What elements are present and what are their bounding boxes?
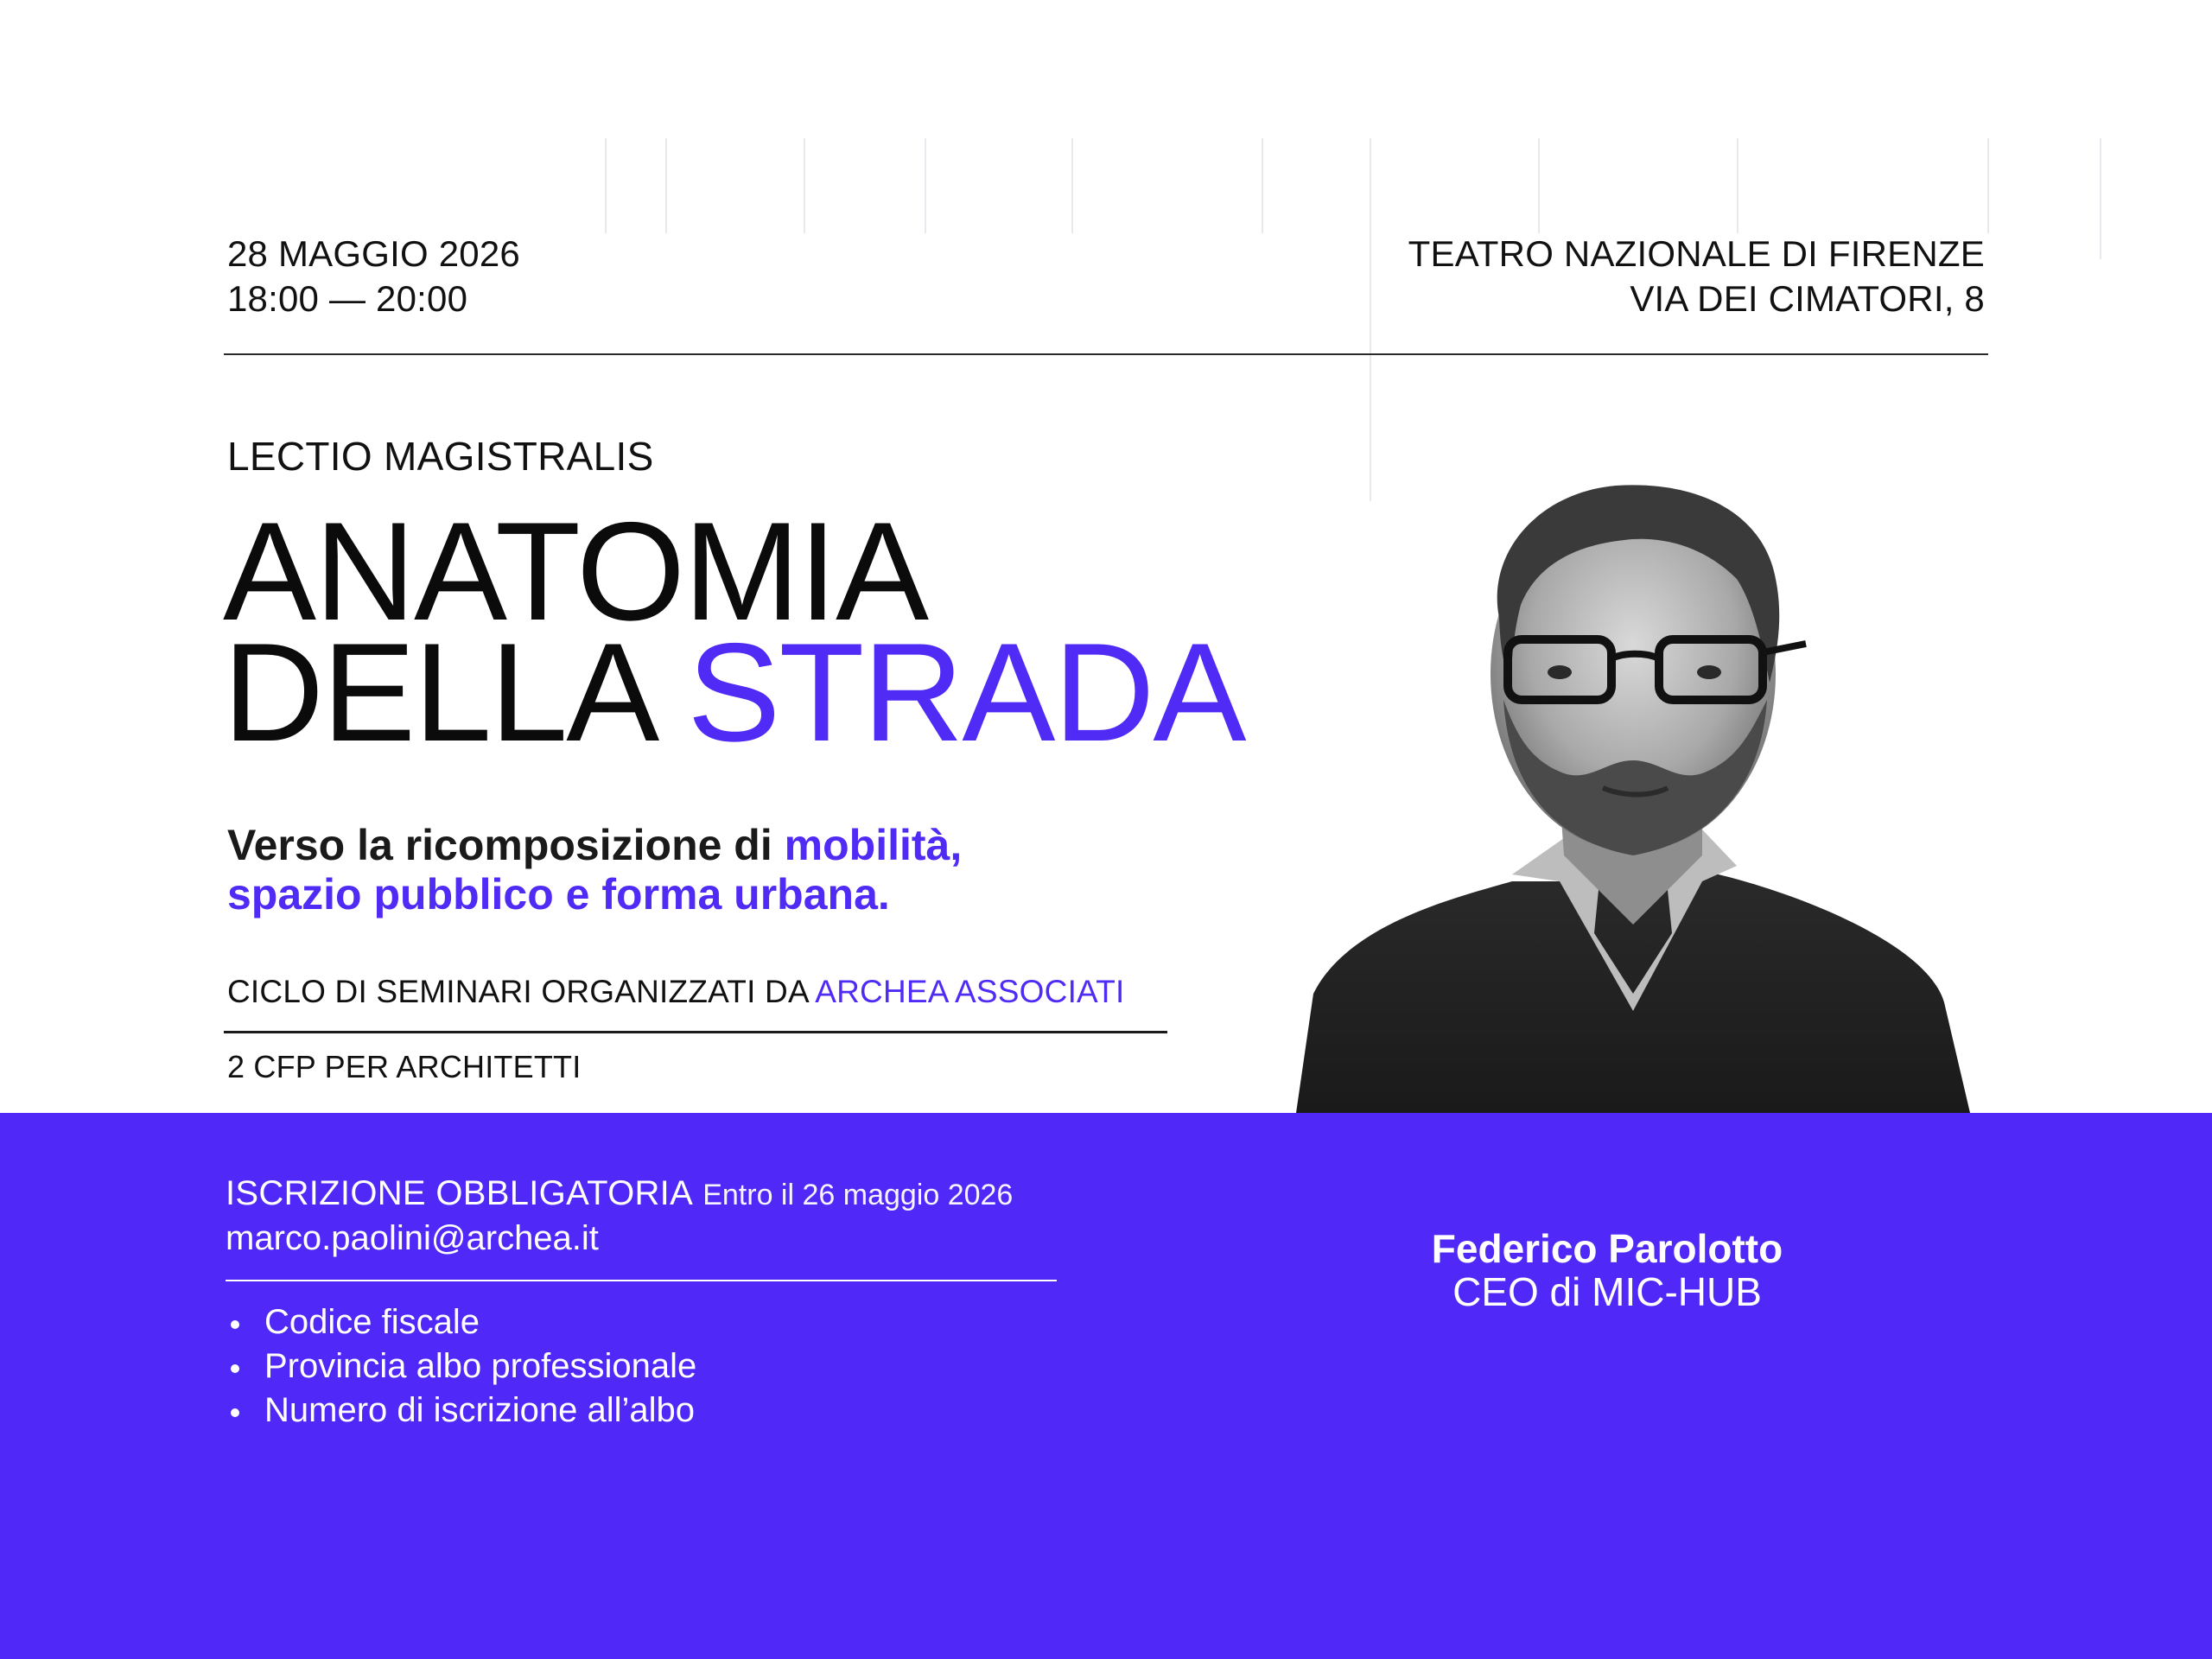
registration-heading <box>226 1171 1013 1217</box>
background-stroke <box>1538 138 1540 233</box>
requirements-list <box>226 1300 696 1433</box>
subtitle-line1 <box>227 821 962 870</box>
background-stroke <box>605 138 607 233</box>
event-date: 28 MAGGIO 2026 <box>227 233 520 274</box>
subtitle-plain: Verso la ricomposizione di <box>227 821 772 869</box>
speaker-caption <box>1348 1227 1866 1313</box>
registration-title: ISCRIZIONE OBBLIGATORIA <box>226 1174 694 1212</box>
speaker-portrait <box>1253 475 1996 1115</box>
background-stroke <box>665 138 667 233</box>
headline <box>223 493 1245 771</box>
background-stroke <box>1737 138 1738 233</box>
event-datetime <box>227 232 520 321</box>
event-address: VIA DEI CIMATORI, 8 <box>1630 278 1985 319</box>
headline-line1: ANATOMIA <box>223 493 928 650</box>
subtitle <box>227 821 962 919</box>
subtitle-accent-2: spazio pubblico e forma urbana. <box>227 870 890 918</box>
background-stroke <box>1987 138 1989 233</box>
background-stroke <box>2100 138 2101 259</box>
registration-divider <box>226 1280 1057 1281</box>
background-stroke <box>1370 138 1371 501</box>
list-item: Numero di iscrizione all’albo <box>226 1389 696 1433</box>
subtitle-accent-1: mobilità, <box>784 821 963 869</box>
top-divider <box>224 353 1988 355</box>
list-item: Provincia albo professionale <box>226 1344 696 1389</box>
event-location <box>1408 232 1985 321</box>
registration-email[interactable]: marco.paolini@archea.it <box>226 1219 599 1257</box>
background-stroke <box>1262 138 1263 233</box>
headline-plain: DELLA <box>223 614 651 771</box>
headline-line2 <box>223 614 1245 771</box>
background-stroke <box>804 138 805 233</box>
series-line <box>227 972 1124 1012</box>
speaker-name: Federico Parolotto <box>1431 1226 1783 1271</box>
background-stroke <box>925 138 926 233</box>
headline-accent: STRADA <box>687 614 1245 771</box>
series-divider <box>224 1031 1167 1033</box>
background-stroke <box>1071 138 1073 233</box>
series-organizer: ARCHEA ASSOCIATI <box>815 974 1125 1009</box>
speaker-role: CEO di MIC-HUB <box>1452 1269 1762 1314</box>
list-item: Codice fiscale <box>226 1300 696 1344</box>
kicker: LECTIO MAGISTRALIS <box>227 434 654 479</box>
credits-label: 2 CFP PER ARCHITETTI <box>227 1049 582 1084</box>
registration-deadline: Entro il 26 maggio 2026 <box>702 1179 1014 1211</box>
event-venue: TEATRO NAZIONALE DI FIRENZE <box>1408 233 1985 274</box>
event-time: 18:00 — 20:00 <box>227 278 468 319</box>
series-plain: CICLO DI SEMINARI ORGANIZZATI DA <box>227 974 808 1009</box>
